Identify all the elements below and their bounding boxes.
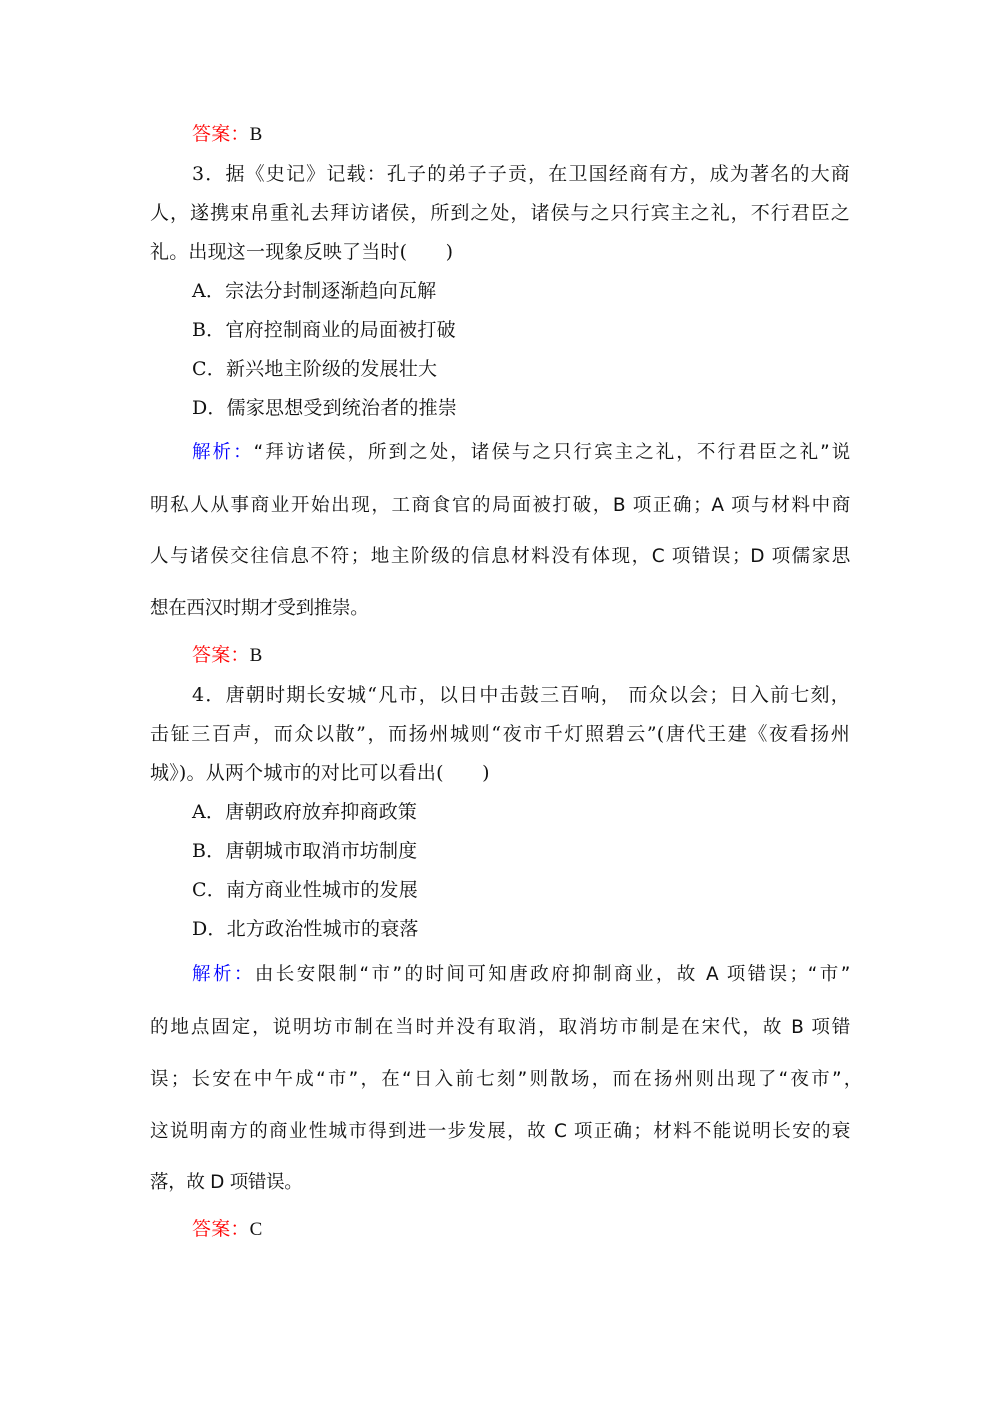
answer-label: 答案： bbox=[192, 1218, 250, 1240]
analysis-label: 解析： bbox=[192, 964, 255, 985]
answer-value: C bbox=[249, 1219, 263, 1240]
q4-analysis-line-5: 落，故 D 项错误。 bbox=[150, 1172, 303, 1193]
q3-answer-line bbox=[192, 643, 892, 668]
q4-option-c: C．南方商业性城市的发展 bbox=[192, 879, 418, 901]
analysis-label: 解析： bbox=[192, 442, 254, 463]
q3-analysis-line-4: 想在西汉时期才受到推崇。 bbox=[150, 598, 369, 619]
q4-option-d: D．北方政治性城市的衰落 bbox=[192, 918, 419, 940]
answer-label: 答案： bbox=[192, 123, 250, 145]
q4-stem-line-3: 城》)。从两个城市的对比可以看出( ) bbox=[150, 762, 490, 784]
q4-analysis-text-1: 由长安限制“市”的时间可知唐政府抑制商业，故 A 项错误；“市” bbox=[254, 964, 850, 985]
q4-answer-line bbox=[192, 1217, 892, 1242]
q3-analysis-line-1 bbox=[192, 441, 850, 465]
answer-value: B bbox=[249, 124, 263, 145]
q4-analysis-line-4: 这说明南方的商业性城市得到进一步发展，故 C 项正确；材料不能说明长安的衰 bbox=[150, 1121, 850, 1142]
q4-option-b: B．唐朝城市取消市坊制度 bbox=[192, 840, 418, 862]
q3-analysis-line-2: 明私人从事商业开始出现，工商食官的局面被打破，B 项正确；A 项与材料中商 bbox=[150, 495, 850, 516]
q3-stem-line-3: 礼。出现这一现象反映了当时( ) bbox=[150, 241, 454, 263]
q3-analysis-text-1: “拜访诸侯，所到之处，诸侯与之只行宾主之礼，不行君臣之礼”说 bbox=[253, 442, 850, 463]
q4-stem-line-1: 4．唐朝时期长安城“凡市，以日中击鼓三百响， 而众以会；日入前七刻， bbox=[192, 684, 850, 706]
q4-analysis-line-3: 误；长安在中午成“市”，在“日入前七刻”则散场，而在扬州则出现了“夜市”， bbox=[150, 1069, 862, 1090]
answer-value: B bbox=[249, 645, 263, 666]
q3-option-a: A．宗法分封制逐渐趋向瓦解 bbox=[192, 280, 437, 302]
q3-option-d: D．儒家思想受到统治者的推崇 bbox=[192, 397, 458, 419]
q4-stem-line-2: 击钲三百声，而众以散”，而扬州城则“夜市千灯照碧云”(唐代王建《夜看扬州 bbox=[150, 723, 850, 745]
q4-analysis-line-1 bbox=[192, 963, 850, 987]
q3-stem-line-1: 3．据《史记》记载：孔子的弟子子贡，在卫国经商有方，成为著名的大商 bbox=[192, 163, 850, 185]
answer-line-prev bbox=[192, 122, 892, 147]
q3-option-c: C．新兴地主阶级的发展壮大 bbox=[192, 358, 438, 380]
q3-option-b: B．官府控制商业的局面被打破 bbox=[192, 319, 456, 341]
answer-label: 答案： bbox=[192, 644, 250, 666]
q3-analysis-line-3: 人与诸侯交往信息不符；地主阶级的信息材料没有体现，C 项错误；D 项儒家思 bbox=[150, 546, 850, 567]
q3-stem-line-2: 人，遂携束帛重礼去拜访诸侯，所到之处，诸侯与之只行宾主之礼，不行君臣之 bbox=[150, 202, 850, 224]
q4-option-a: A．唐朝政府放弃抑商政策 bbox=[192, 801, 418, 823]
q4-analysis-line-2: 的地点固定，说明坊市制在当时并没有取消，取消坊市制是在宋代，故 B 项错 bbox=[150, 1017, 850, 1038]
